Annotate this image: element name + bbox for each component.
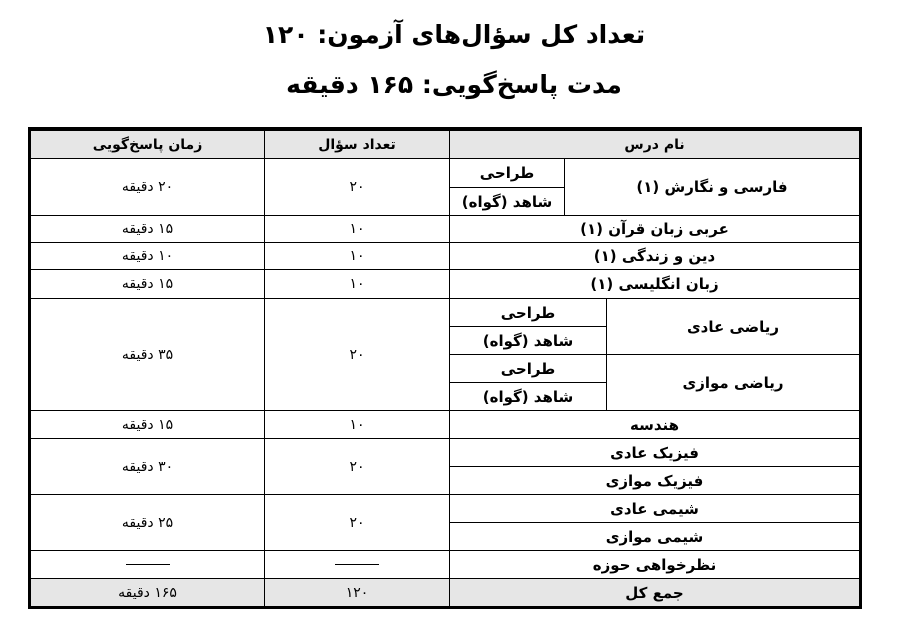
header-subject: نام درس bbox=[449, 130, 860, 159]
count-chemistry: ۲۰ bbox=[264, 494, 450, 551]
subject-religion: دین و زندگی (۱) bbox=[449, 242, 860, 270]
header-count: تعداد سؤال bbox=[264, 130, 450, 159]
time-arabic: ۱۵ دقیقه bbox=[30, 215, 265, 243]
time-chemistry: ۲۵ دقیقه bbox=[30, 494, 265, 551]
duration-title: مدت پاسخ‌گویی: ۱۶۵ دقیقه bbox=[286, 70, 622, 99]
subject-farsi: فارسی و نگارش (۱) bbox=[564, 158, 860, 216]
time-survey-empty bbox=[30, 550, 265, 579]
math-parallel-design: طراحی bbox=[449, 354, 607, 383]
dash-mark bbox=[335, 564, 379, 565]
count-english: ۱۰ bbox=[264, 269, 450, 299]
subject-chem-normal: شیمی عادی bbox=[449, 494, 860, 523]
subject-math-parallel: ریاضی موازی bbox=[606, 354, 860, 411]
dash-mark bbox=[126, 564, 170, 565]
count-physics: ۲۰ bbox=[264, 438, 450, 495]
time-english: ۱۵ دقیقه bbox=[30, 269, 265, 299]
header-time: زمان پاسخ‌گویی bbox=[30, 130, 265, 159]
time-math: ۳۵ دقیقه bbox=[30, 298, 265, 411]
subject-physics-parallel: فیزیک موازی bbox=[449, 466, 860, 495]
subject-total: جمع کل bbox=[449, 578, 860, 607]
math-normal-witness: شاهد (گواه) bbox=[449, 326, 607, 355]
count-religion: ۱۰ bbox=[264, 242, 450, 270]
time-farsi: ۲۰ دقیقه bbox=[30, 158, 265, 216]
time-total: ۱۶۵ دقیقه bbox=[30, 578, 265, 607]
subject-survey: نظرخواهی حوزه bbox=[449, 550, 860, 579]
time-religion: ۱۰ دقیقه bbox=[30, 242, 265, 270]
count-farsi: ۲۰ bbox=[264, 158, 450, 216]
subject-math-normal: ریاضی عادی bbox=[606, 298, 860, 355]
farsi-design: طراحی bbox=[449, 158, 565, 188]
farsi-witness: شاهد (گواه) bbox=[449, 187, 565, 216]
subject-english: زبان انگلیسی (۱) bbox=[449, 269, 860, 299]
count-geometry: ۱۰ bbox=[264, 410, 450, 439]
subject-arabic: عربی زبان قرآن (۱) bbox=[449, 215, 860, 243]
count-arabic: ۱۰ bbox=[264, 215, 450, 243]
subject-chem-parallel: شیمی موازی bbox=[449, 522, 860, 551]
count-total: ۱۲۰ bbox=[264, 578, 450, 607]
total-questions-title: تعداد کل سؤال‌های آزمون: ۱۲۰ bbox=[262, 20, 646, 49]
math-parallel-witness: شاهد (گواه) bbox=[449, 382, 607, 411]
subject-physics-normal: فیزیک عادی bbox=[449, 438, 860, 467]
count-math: ۲۰ bbox=[264, 298, 450, 411]
math-normal-design: طراحی bbox=[449, 298, 607, 327]
count-survey-empty bbox=[264, 550, 450, 579]
subject-geometry: هندسه bbox=[449, 410, 860, 439]
time-geometry: ۱۵ دقیقه bbox=[30, 410, 265, 439]
time-physics: ۳۰ دقیقه bbox=[30, 438, 265, 495]
